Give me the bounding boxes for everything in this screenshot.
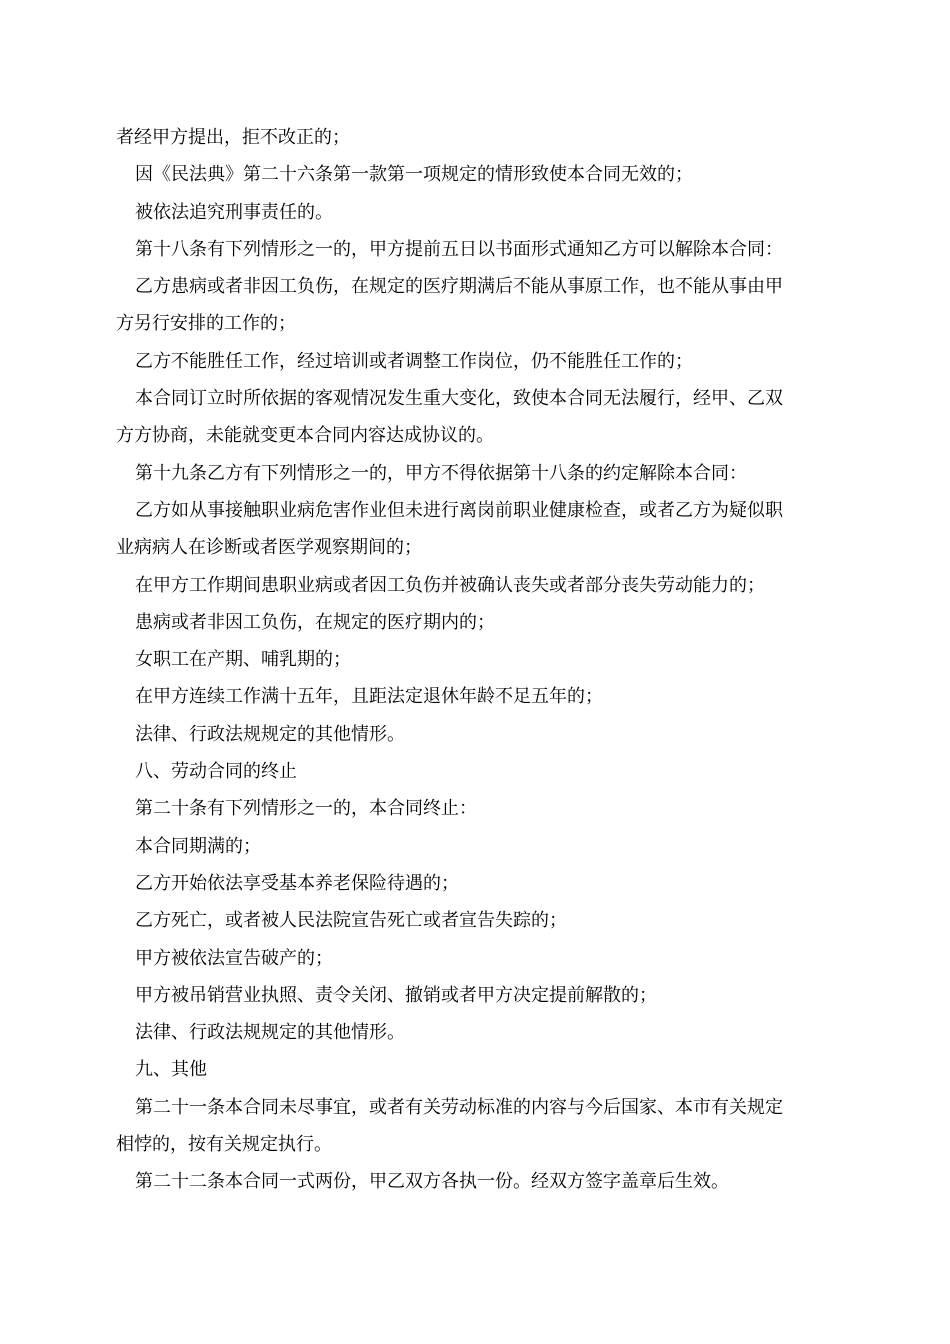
document-line: 甲方被依法宣告破产的； [135, 947, 333, 969]
document-line: 第十八条有下列情形之一的，甲方提前五日以书面形式通知乙方可以解除本合同： [135, 238, 783, 260]
document-line: 第二十二条本合同一式两份，甲乙双方各执一份。经双方签字盖章后生效。 [135, 1171, 729, 1193]
document-line: 乙方如从事接触职业病危害作业但未进行离岗前职业健康检查，或者乙方为疑似职 [135, 499, 783, 521]
document-line: 第十九条乙方有下列情形之一的，甲方不得依据第十八条的约定解除本合同： [135, 462, 747, 484]
document-line: 本合同订立时所依据的客观情况发生重大变化，致使本合同无法履行，经甲、乙双 [135, 388, 783, 410]
document-line: 本合同期满的； [135, 835, 261, 857]
document-line: 第二十一条本合同未尽事宜，或者有关劳动标准的内容与今后国家、本市有关规定 [135, 1096, 783, 1118]
document-line: 乙方开始依法享受基本养老保险待遇的； [135, 872, 459, 894]
document-line: 患病或者非因工负伤，在规定的医疗期内的； [135, 611, 495, 633]
document-body [116, 119, 838, 1201]
document-line: 因《民法典》第二十六条第一款第一项规定的情形致使本合同无效的； [135, 164, 693, 186]
document-line: 第二十条有下列情形之一的，本合同终止： [135, 798, 477, 820]
document-line: 乙方不能胜任工作，经过培训或者调整工作岗位，仍不能胜任工作的； [135, 350, 693, 372]
document-line: 在甲方连续工作满十五年，且距法定退休年龄不足五年的； [135, 686, 603, 708]
document-line: 八、劳动合同的终止 [135, 761, 297, 783]
document-line: 方方协商，未能就变更本合同内容达成协议的。 [116, 425, 494, 447]
document-line: 法律、行政法规规定的其他情形。 [135, 1022, 405, 1044]
document-line: 九、其他 [135, 1059, 207, 1081]
document-line: 被依法追究刑事责任的。 [135, 201, 333, 223]
document-line: 乙方患病或者非因工负伤，在规定的医疗期满后不能从事原工作，也不能从事由甲 [135, 276, 783, 298]
document-line: 者经甲方提出，拒不改正的； [116, 127, 350, 148]
document-line: 方另行安排的工作的； [116, 313, 296, 335]
document-line: 业病病人在诊断或者医学观察期间的； [116, 537, 422, 559]
document-line: 相悖的，按有关规定执行。 [116, 1134, 332, 1156]
document-line: 法律、行政法规规定的其他情形。 [135, 723, 405, 745]
document-line: 甲方被吊销营业执照、责令关闭、撤销或者甲方决定提前解散的； [135, 984, 657, 1006]
document-line: 乙方死亡，或者被人民法院宣告死亡或者宣告失踪的； [135, 910, 567, 932]
document-line: 女职工在产期、哺乳期的； [135, 649, 351, 671]
document-line: 在甲方工作期间患职业病或者因工负伤并被确认丧失或者部分丧失劳动能力的； [135, 574, 765, 596]
